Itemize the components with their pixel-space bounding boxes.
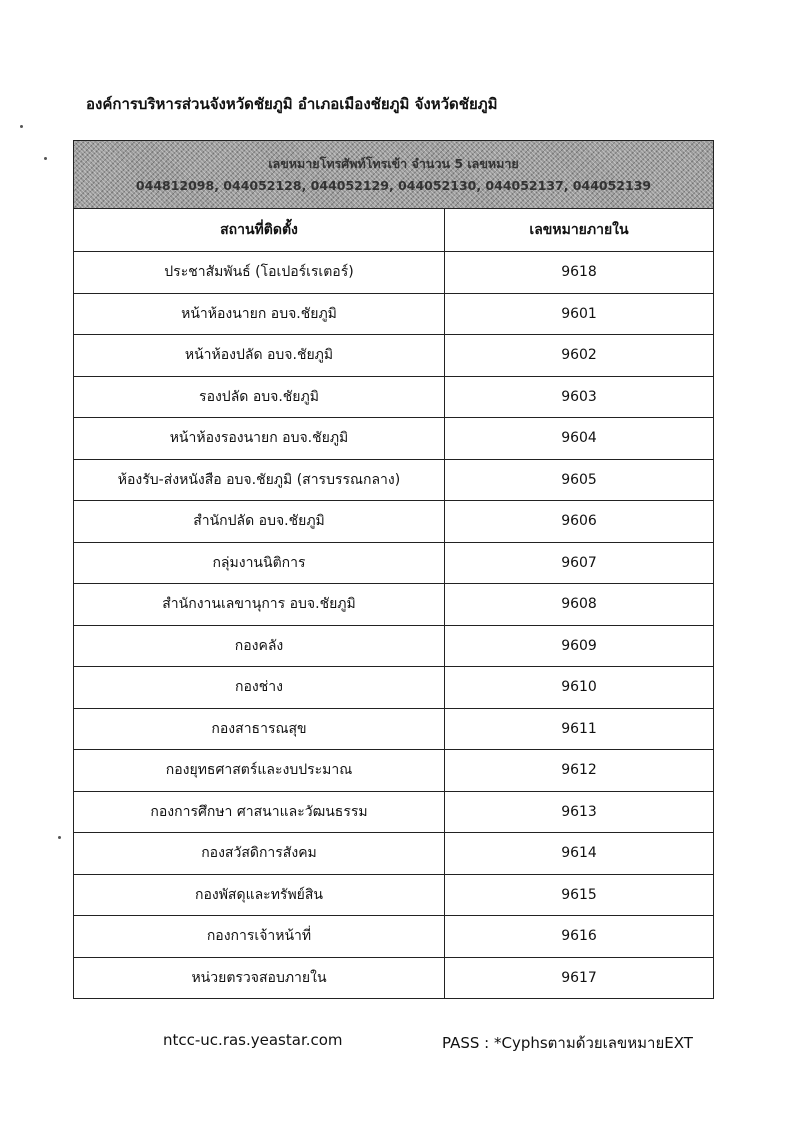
column-header-location: สถานที่ติดตั้ง	[74, 209, 445, 252]
extension-cell: 9607	[445, 542, 714, 584]
extension-cell: 9605	[445, 459, 714, 501]
table-row	[74, 957, 714, 999]
table-row	[74, 584, 714, 626]
location-cell: สำนักปลัด อบจ.ชัยภูมิ	[74, 501, 445, 543]
footer-url: ntcc-uc.ras.yeastar.com	[163, 1031, 343, 1049]
location-cell: กองช่าง	[74, 667, 445, 709]
location-cell: หน้าห้องปลัด อบจ.ชัยภูมิ	[74, 335, 445, 377]
table-row	[74, 252, 714, 294]
scan-speck	[58, 836, 61, 839]
extension-cell: 9603	[445, 376, 714, 418]
table-row	[74, 791, 714, 833]
location-cell: ห้องรับ-ส่งหนังสือ อบจ.ชัยภูมิ (สารบรรณกลาง)	[74, 459, 445, 501]
table-row	[74, 335, 714, 377]
extension-cell: 9616	[445, 916, 714, 958]
location-cell: กองคลัง	[74, 625, 445, 667]
location-cell: กลุ่มงานนิติการ	[74, 542, 445, 584]
location-cell: กองการเจ้าหน้าที่	[74, 916, 445, 958]
banner-line-2: 044812098, 044052128, 044052129, 044052130, 044052137, 044052139	[135, 177, 652, 193]
table-row	[74, 750, 714, 792]
table-row	[74, 833, 714, 875]
extension-cell: 9610	[445, 667, 714, 709]
extension-cell: 9612	[445, 750, 714, 792]
location-cell: กองพัสดุและทรัพย์สิน	[74, 874, 445, 916]
table-row	[74, 459, 714, 501]
table-body	[74, 252, 714, 999]
extension-cell: 9614	[445, 833, 714, 875]
table-row	[74, 874, 714, 916]
table-row	[74, 293, 714, 335]
extension-cell: 9602	[445, 335, 714, 377]
table-row	[74, 501, 714, 543]
banner-line-1: เลขหมายโทรศัพท์โทรเข้า จำนวน 5 เลขหมาย	[268, 155, 519, 171]
table-row	[74, 916, 714, 958]
extension-cell: 9617	[445, 957, 714, 999]
extension-cell: 9611	[445, 708, 714, 750]
extension-cell: 9604	[445, 418, 714, 460]
table-row	[74, 376, 714, 418]
extension-cell: 9613	[445, 791, 714, 833]
scan-speck	[44, 157, 47, 160]
location-cell: กองการศึกษา ศาสนาและวัฒนธรรม	[74, 791, 445, 833]
footer-password: PASS : *Cyphsตามด้วยเลขหมายEXT	[442, 1034, 693, 1052]
extension-cell: 9601	[445, 293, 714, 335]
location-cell: ประชาสัมพันธ์ (โอเปอร์เรเตอร์)	[74, 252, 445, 294]
location-cell: กองสาธารณสุข	[74, 708, 445, 750]
page-title: องค์การบริหารส่วนจังหวัดชัยภูมิ อำเภอเมืองชัยภูมิ จังหวัดชัยภูมิ	[86, 95, 498, 113]
column-header-extension: เลขหมายภายใน	[445, 209, 714, 252]
extension-table	[73, 140, 714, 999]
location-cell: กองสวัสดิการสังคม	[74, 833, 445, 875]
location-cell: กองยุทธศาสตร์และงบประมาณ	[74, 750, 445, 792]
scan-speck	[20, 125, 23, 128]
extension-cell: 9618	[445, 252, 714, 294]
location-cell: หน้าห้องรองนายก อบจ.ชัยภูมิ	[74, 418, 445, 460]
location-cell: หน้าห้องนายก อบจ.ชัยภูมิ	[74, 293, 445, 335]
phone-numbers-banner	[74, 141, 714, 209]
extension-cell: 9608	[445, 584, 714, 626]
extension-cell: 9615	[445, 874, 714, 916]
table-row	[74, 708, 714, 750]
extension-cell: 9609	[445, 625, 714, 667]
location-cell: รองปลัด อบจ.ชัยภูมิ	[74, 376, 445, 418]
location-cell: หน่วยตรวจสอบภายใน	[74, 957, 445, 999]
table-row	[74, 418, 714, 460]
extension-cell: 9606	[445, 501, 714, 543]
table-row	[74, 667, 714, 709]
table-row	[74, 625, 714, 667]
table-row	[74, 542, 714, 584]
location-cell: สำนักงานเลขานุการ อบจ.ชัยภูมิ	[74, 584, 445, 626]
